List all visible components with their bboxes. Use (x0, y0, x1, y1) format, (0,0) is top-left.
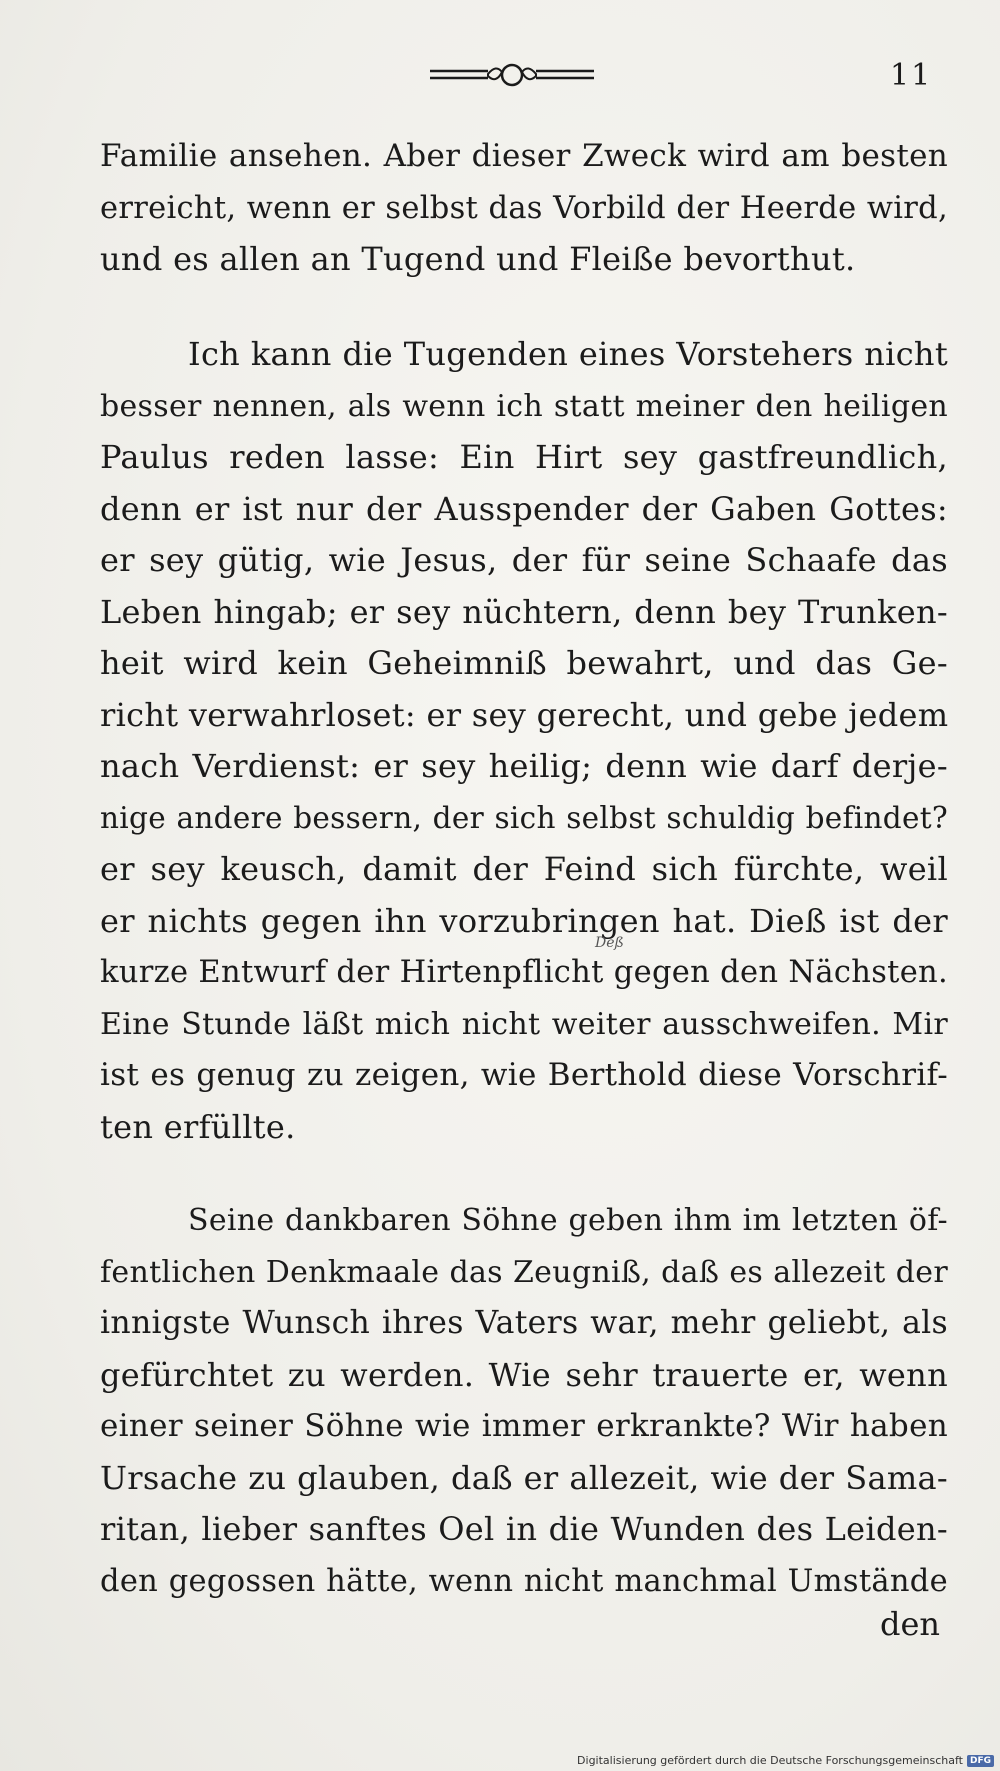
text-line: Ursache zu glauben, daß er allezeit, wie der Sama- (100, 1458, 948, 1497)
digitization-footer (577, 1754, 994, 1767)
text-line: besser nennen, als wenn ich statt meiner den heiligen (100, 388, 948, 424)
text-line: gefürchtet zu werden. Wie sehr trauerte er, wenn (100, 1355, 948, 1394)
paragraph-3 (100, 1195, 948, 1607)
text-line: denn er ist nur der Ausspender der Gaben Gottes: (100, 489, 948, 528)
footer-text: Digitalisierung gefördert durch die Deutsche Forschungsgemeinschaft (577, 1754, 963, 1767)
header-ornament (428, 62, 596, 88)
text-line: einer seiner Söhne wie immer erkrankte? Wir haben (100, 1408, 948, 1444)
text-line: ten erfüllte. (100, 1107, 296, 1146)
text-line: Seine dankbaren Söhne geben ihm im letzten öf- (188, 1203, 948, 1238)
text-line: innigste Wunsch ihres Vaters war, mehr geliebt, als (100, 1305, 948, 1341)
text-line: er sey gütig, wie Jesus, der für seine Schaafe das (100, 541, 948, 579)
text-line: richt verwahrloset: er sey gerecht, und gebe jedem (100, 695, 949, 734)
text-line: kurze Entwurf der Hirtenpflicht gegen den Nächsten. (100, 955, 948, 990)
text-line: und es allen an Tugend und Fleiße bevorthut. (100, 240, 856, 278)
text-line: er sey keusch, damit der Feind sich fürchte, weil (100, 850, 948, 888)
text-line: er nichts gegen ihn vorzubringen hat. Dieß ist der (100, 901, 948, 940)
text-line: fentlichen Denkmaale das Zeugniß, daß es allezeit der (100, 1254, 948, 1290)
text-line: ist es genug zu zeigen, wie Berthold diese Vorschrif- (100, 1057, 948, 1093)
text-line: erreicht, wenn er selbst das Vorbild der Heerde wird, (100, 190, 948, 226)
text-line: heit wird kein Geheimniß bewahrt, und das Ge- (100, 644, 948, 682)
catchword: den (880, 1605, 941, 1643)
handwritten-annotation: Deß (595, 935, 624, 951)
text-line: den gegossen hätte, wenn nicht manchmal Umstände (100, 1563, 948, 1599)
text-line: Ich kann die Tugenden eines Vorstehers nicht (188, 335, 948, 373)
text-line: nige andere bessern, der sich selbst schuldig befindet? (100, 800, 948, 835)
dfg-logo-icon: DFG (967, 1755, 994, 1767)
text-line: Leben hingab; er sey nüchtern, denn bey Trunken- (100, 592, 948, 631)
text-line: Paulus reden lasse: Ein Hirt sey gastfreundlich, (100, 438, 948, 476)
text-line: nach Verdienst: er sey heilig; denn wie darf derje- (100, 747, 948, 785)
paragraph-1 (100, 131, 948, 286)
text-line: Familie ansehen. Aber dieser Zweck wird am besten (100, 138, 948, 174)
text-line: Eine Stunde läßt mich nicht weiter ausschweifen. Mir (100, 1006, 948, 1042)
page-number: 11 (890, 58, 933, 93)
paragraph-2 (100, 329, 948, 1153)
text-line: ritan, lieber sanftes Oel in die Wunden des Leiden- (100, 1510, 948, 1548)
